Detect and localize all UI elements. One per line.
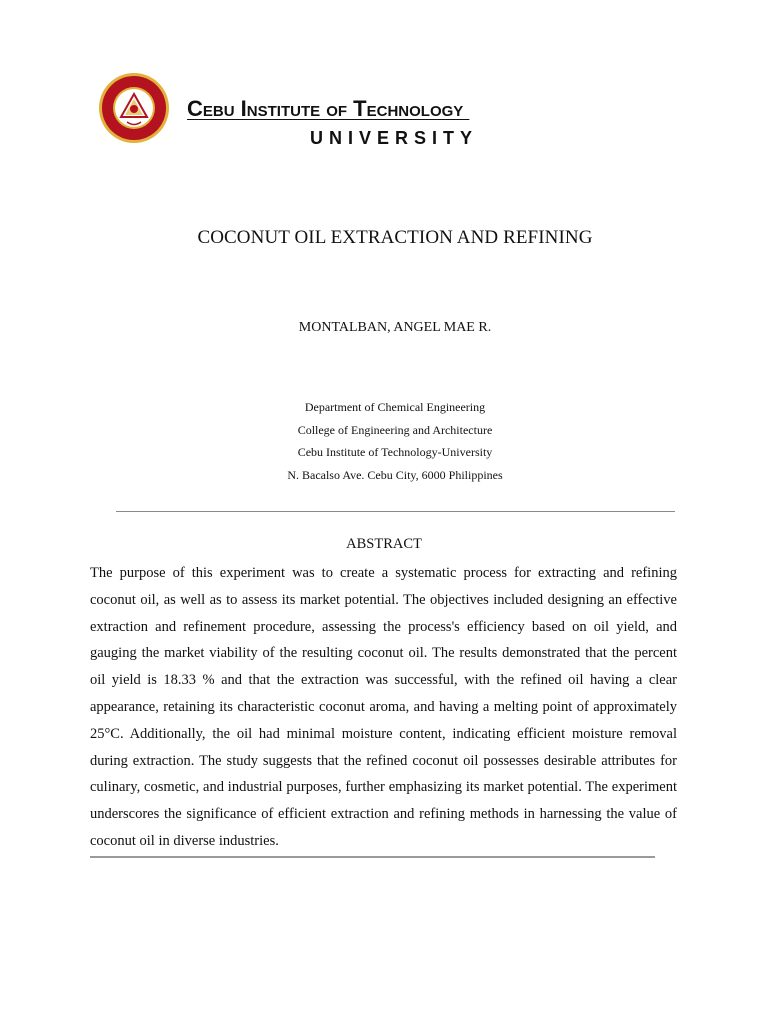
- top-divider: [116, 511, 675, 512]
- affiliation-university: Cebu Institute of Technology-University: [297, 445, 493, 459]
- abstract-heading: ABSTRACT: [346, 536, 422, 552]
- affiliation-block: [0, 396, 768, 486]
- university-seal-logo: [98, 72, 170, 144]
- institution-subtitle: UNIVERSITY: [310, 128, 479, 148]
- paper-title: COCONUT OIL EXTRACTION AND REFINING: [197, 227, 593, 248]
- institution-name: Cebu Institute of Technology: [187, 96, 470, 121]
- bottom-divider: [90, 856, 655, 858]
- author-name: MONTALBAN, ANGEL MAE R.: [298, 320, 492, 335]
- affiliation-address: N. Bacalso Ave. Cebu City, 6000 Philippines: [287, 467, 503, 482]
- institution-header: [187, 96, 483, 148]
- affiliation-college: College of Engineering and Architecture: [297, 422, 493, 437]
- abstract-body: The purpose of this experiment was to create a systematic process for extracting and refining coconut oil, as well as to assess its market potential. The objectives included designing an effective extraction and refinement procedure, assessing the process's efficiency based on oil yield, and gauging the market viability of the resulting coconut oil. The results demonstrated that the percent oil yield is 18.33 % and that the extraction was successful, with the refined oil having a clear appearance, retaining its characteristic coconut aroma, and having a melting point of approximately 25°C. Additionally, the oil had minimal moisture content, indicating efficient moisture removal during extraction. The study suggests that the refined coconut oil possesses desirable attributes for culinary, cosmetic, and industrial purposes, further emphasizing its market potential. The experiment underscores the significance of efficient extraction and refining methods in harnessing the value of coconut oil in diverse industries.: [90, 565, 677, 849]
- affiliation-department: Department of Chemical Engineering: [304, 400, 486, 414]
